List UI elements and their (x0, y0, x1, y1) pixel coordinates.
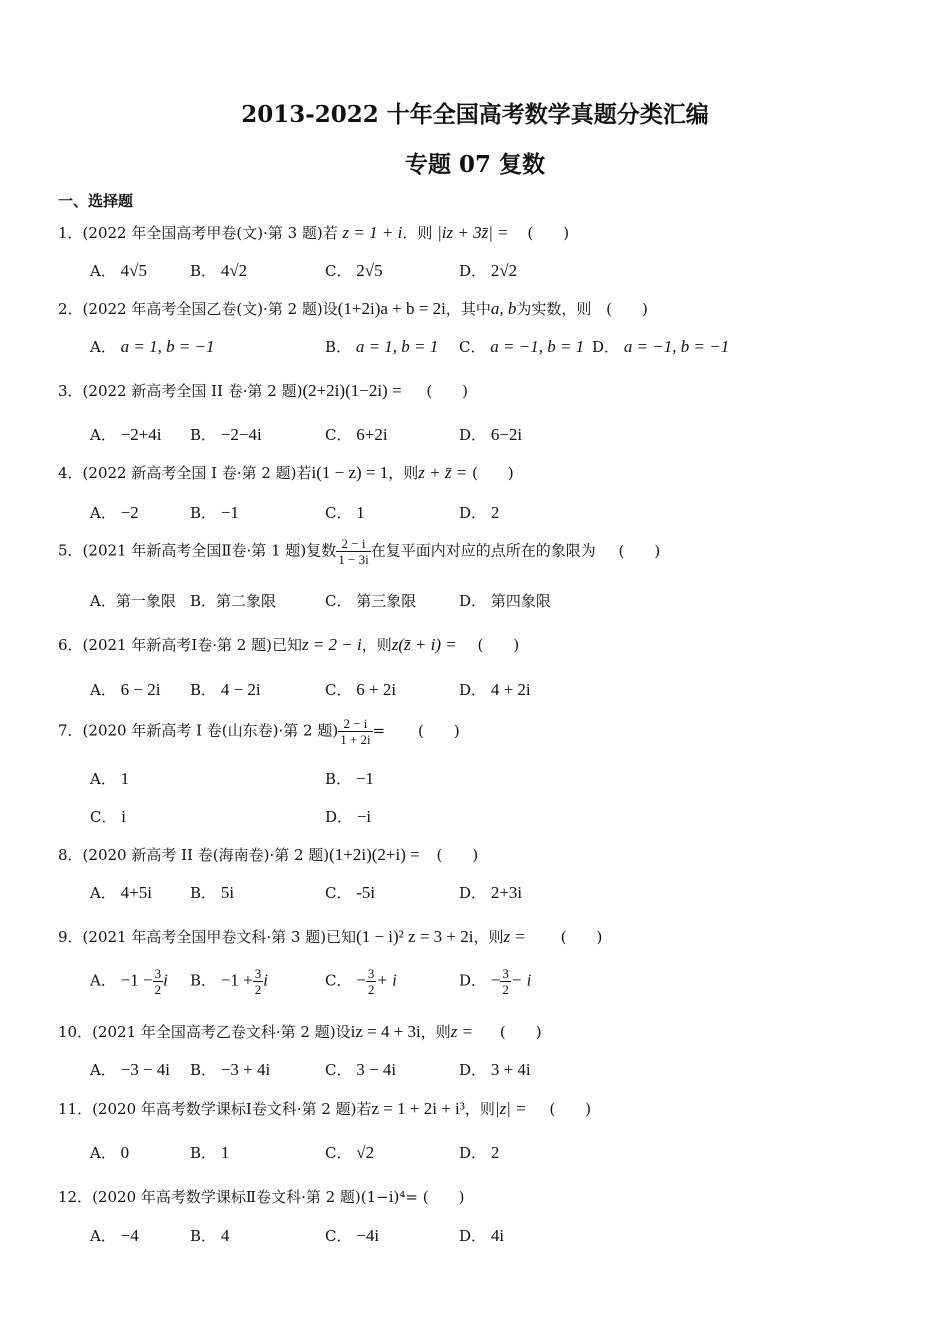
question-math: iz = 4 + 3i (350, 1022, 421, 1041)
option-c: C． 2√5 (325, 261, 383, 280)
option-c: C． 3 − 4i (325, 1060, 397, 1079)
question-8: 8．(2020 新高考 II 卷(海南卷)·第 2 题)(1+2i)(2+i) = ( ) (58, 845, 479, 864)
question-math: z = 1 + i (342, 223, 403, 242)
option-d: D． 6−2i (459, 425, 523, 444)
question-source: (2021 年全国高考乙卷文科·第 2 题)设 (92, 1023, 351, 1041)
question-9: 9．(2021 年高考全国甲卷文科·第 3 题)已知(1 − i)² z = 3 + 2i，则z = ( ) (58, 927, 603, 946)
question-number: 1． (58, 224, 83, 242)
option-a: A． −2 (90, 503, 139, 522)
option-a: A． 4+5i (90, 883, 152, 902)
option-c: C． − $\frac{3}{2}$ + i (325, 966, 397, 997)
option-c: C． 第三象限 (325, 592, 417, 610)
option-b: B． 5i (190, 883, 235, 902)
question-source: (2020 新高考 II 卷(海南卷)·第 2 题) (82, 846, 330, 864)
option-a: A． a = 1, b = −1 (90, 337, 215, 356)
option-b: B． −1 (325, 769, 374, 788)
question-4: 4．(2022 新高考全国 I 卷·第 2 题)若i(1 − z) = 1，则z + z̄ = ( ) (58, 463, 514, 482)
document-title: 2013-2022 十年全国高考数学真题分类汇编 (241, 101, 709, 128)
question-math: (1 − i)² z = 3 + 2i (356, 927, 474, 946)
question-6: 6．(2021 年新高考Ⅰ卷·第 2 题)已知z = 2 − i，则z(z̄ + i) = ( ) (58, 635, 520, 654)
answer-paren: ( ) (477, 636, 520, 654)
option-b: B．第二象限 (190, 592, 277, 610)
option-b: B． 1 (190, 1143, 230, 1162)
option-c: C． 1 (325, 503, 365, 522)
question-10: 10．(2021 年全国高考乙卷文科·第 2 题)设iz = 4 + 3i，则z = ( ) (58, 1022, 542, 1041)
option-d: D． −i (325, 807, 372, 826)
question-math: i(1 − z) = 1 (311, 463, 389, 482)
option-d: D． 4 + 2i (459, 680, 531, 699)
question-source: (2022 新高考全国 I 卷·第 2 题)若 (82, 464, 312, 482)
option-b: B． 4 (190, 1226, 230, 1245)
question-math: z = 2 − i (301, 635, 362, 654)
question-math: |iz + 3z̄| = (437, 223, 509, 242)
option-d: D． 2 (459, 1143, 500, 1162)
answer-paren: ( ) (472, 464, 514, 482)
option-b: B． a = 1, b = 1 (325, 337, 439, 356)
question-1 (58, 222, 569, 243)
option-c: C． 6+2i (325, 425, 388, 444)
option-d: D． a = −1, b = −1 (592, 337, 730, 356)
option-b: B． −2−4i (190, 425, 262, 444)
answer-paren: ( ) (436, 846, 479, 864)
option-a: A． 4√5 (90, 261, 147, 280)
answer-paren: ( ) (418, 721, 460, 740)
option-a: A． −1 − $\frac{3}{2}$ i (90, 966, 168, 997)
answer-paren: ( ) (549, 1100, 592, 1118)
answer-paren: ( ) (426, 382, 469, 400)
question-source: (2022 年全国高考甲卷(文)·第 3 题)若 (82, 224, 338, 242)
option-d: D． 2√2 (459, 261, 518, 280)
answer-paren: ( ) (499, 1023, 542, 1041)
option-a: A． −3 − 4i (90, 1060, 171, 1079)
question-5: 5．(2021 年新高考全国Ⅱ卷·第 1 题)复数 $\frac{2 - i}{1 - 3i}$ 在复平面内对应的点所在的象限为 ( ) (58, 536, 661, 567)
answer-paren: ( ) (618, 541, 661, 560)
option-c: C． 6 + 2i (325, 680, 397, 699)
question-12: 12．(2020 年高考数学课标Ⅱ卷文科·第 2 题)(1−i)⁴= ( ) (58, 1188, 465, 1206)
option-d: D． 第四象限 (459, 592, 551, 610)
question-source: (2022 年高考全国乙卷(文)·第 2 题)设 (82, 300, 338, 318)
question-math: z = 1 + 2i + i³ (371, 1099, 465, 1118)
question-source: (2022 新高考全国 II 卷·第 2 题) (82, 382, 303, 400)
option-d: D． − $\frac{3}{2}$ − i (459, 966, 532, 997)
option-b: B． 4√2 (190, 261, 248, 280)
question-text: ．则 (402, 224, 433, 242)
question-fraction: $\frac{2 - i}{1 - 3i}$ (338, 536, 369, 567)
question-math: (2+2i)(1−2i) = (302, 381, 402, 400)
option-a: A． 0 (90, 1143, 130, 1162)
question-source: (2021 年新高考Ⅰ卷·第 2 题)已知 (82, 636, 302, 654)
option-b: B． 4 − 2i (190, 680, 261, 699)
option-b: B． −3 + 4i (190, 1060, 271, 1079)
document-subtitle: 专题 07 复数 (404, 151, 546, 178)
answer-paren: ( ) (527, 224, 570, 242)
option-b: B． −1 + $\frac{3}{2}$ i (190, 966, 268, 997)
option-a: A． −2+4i (90, 425, 162, 444)
answer-paren: ) (428, 1188, 465, 1206)
question-source: (2020 年高考数学课标Ⅱ卷文科·第 2 题)(1−i)⁴= ( (92, 1188, 429, 1206)
option-a: A．第一象限 (90, 592, 176, 610)
answer-paren: ( ) (606, 300, 648, 318)
option-c: C． -5i (325, 883, 376, 902)
question-math: (1+2i)a + b = 2i (337, 299, 446, 318)
option-c: C． −4i (325, 1226, 380, 1245)
question-2: 2．(2022 年高考全国乙卷(文)·第 2 题)设(1+2i)a + b = 2i，其中a, b为实数，则 ( ) (58, 299, 648, 318)
option-d: D． 2 (459, 503, 500, 522)
question-11: 11．(2020 年高考数学课标Ⅰ卷文科·第 2 题)若z = 1 + 2i + i³，则|z| = ( ) (58, 1099, 592, 1118)
question-source: (2021 年新高考全国Ⅱ卷·第 1 题)复数 (82, 541, 337, 560)
option-d: D． 4i (459, 1226, 505, 1245)
option-a: A． −4 (90, 1226, 139, 1245)
option-c: C． √2 (325, 1143, 375, 1162)
question-3: 3．(2022 新高考全国 II 卷·第 2 题)(2+2i)(1−2i) = ( ) (58, 381, 469, 400)
option-c: C． i (90, 807, 126, 826)
answer-paren: ( ) (560, 928, 603, 946)
option-a: A． 6 − 2i (90, 680, 161, 699)
option-d: D． 3 + 4i (459, 1060, 531, 1079)
question-math: (1+2i)(2+i) = (329, 845, 420, 864)
option-c: C． a = −1, b = 1 (459, 337, 585, 356)
question-source: (2020 年新高考 I 卷(山东卷)·第 2 题) (82, 721, 339, 740)
option-a: A． 1 (90, 769, 130, 788)
option-b: B． −1 (190, 503, 239, 522)
question-fraction: $\frac{2 - i}{1 + 2i}$ (340, 716, 371, 747)
question-source: (2020 年高考数学课标Ⅰ卷文科·第 2 题)若 (92, 1100, 372, 1118)
question-7: 7．(2020 年新高考 I 卷(山东卷)·第 2 题) $\frac{2 - i}{1 + 2i}$ = ( ) (58, 716, 460, 747)
section-heading: 一、选择题 (58, 192, 134, 210)
question-source: (2021 年高考全国甲卷文科·第 3 题)已知 (82, 928, 357, 946)
option-d: D． 2+3i (459, 883, 523, 902)
